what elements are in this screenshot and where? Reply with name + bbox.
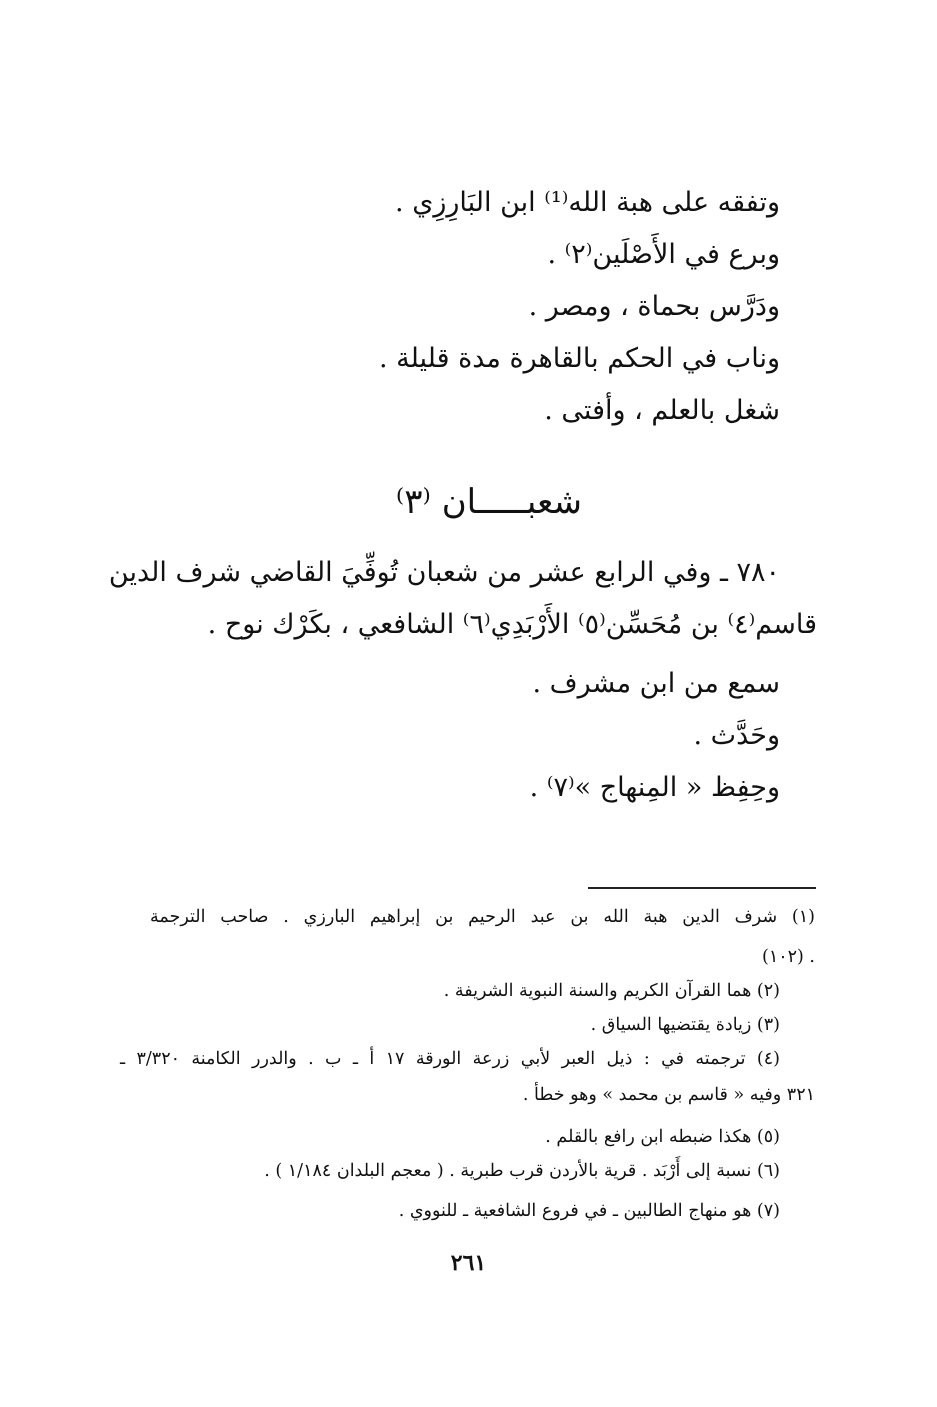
entry-line-1: ٧٨٠ ـ وفي الرابع عشر من شعبان تُوفِّيَ القاضي شرف الدين [108,557,780,588]
footnote-4-cont: ٣٢١ وفيه « قاسم بن محمد » وهو خطأ . [522,1085,815,1105]
entry-line-5: وحِفِظ « المِنهاج »⁽٧⁾ . [529,772,780,803]
footnote-6: (٦) نسبة إلى أَرْبَد . قرية بالأردن قرب طبرية . ( معجم البلدان ١/١٨٤ ) . [264,1161,780,1181]
body-line-3: ودَرَّس بحماة ، ومصر . [528,291,780,322]
footnote-1: (١) شرف الدين هبة الله بن عبد الرحيم بن إبراهيم البارزي . صاحب الترجمة [150,907,815,927]
entry-line-2: قاسم⁽٤⁾ بن مُحَسِّن⁽٥⁾ الأَرْبَدِي⁽٦⁾ الشافعي ، بكَرْك نوح . [207,609,817,640]
entry-line-4: وحَدَّث . [693,720,780,751]
body-line-1: وتفقه على هبة الله⁽¹⁾ ابن البَارِزِي . [395,187,780,218]
entry-line-3: سمع من ابن مشرف . [532,668,780,699]
footnote-2: (٢) هما القرآن الكريم والسنة النبوية الشريفة . [443,981,780,1001]
body-line-4: وناب في الحكم بالقاهرة مدة قليلة . [378,343,780,374]
footnote-4: (٤) ترجمته في : ذيل العبر لأبي زرعة الورقة ١٧ أ ـ ب . والدرر الكامنة ٣/٣٢٠ ـ [120,1049,780,1069]
section-heading: شعبـــــان ⁽٣⁾ [395,482,582,522]
footnote-5: (٥) هكذا ضبطه ابن رافع بالقلم . [545,1127,780,1147]
body-line-2: وبرع في الأَصْلَين⁽٢⁾ . [547,239,780,270]
footnote-3: (٣) زيادة يقتضيها السياق . [590,1015,780,1035]
page-number: ٢٦١ [450,1250,487,1276]
footnote-7: (٧) هو منهاج الطالبين ـ في فروع الشافعية ـ للنووي . [398,1201,780,1221]
body-line-5: شغل بالعلم ، وأفتى . [544,395,780,426]
footnote-1-cont: (١٠٢) . [762,947,815,967]
footnote-divider [588,887,816,889]
